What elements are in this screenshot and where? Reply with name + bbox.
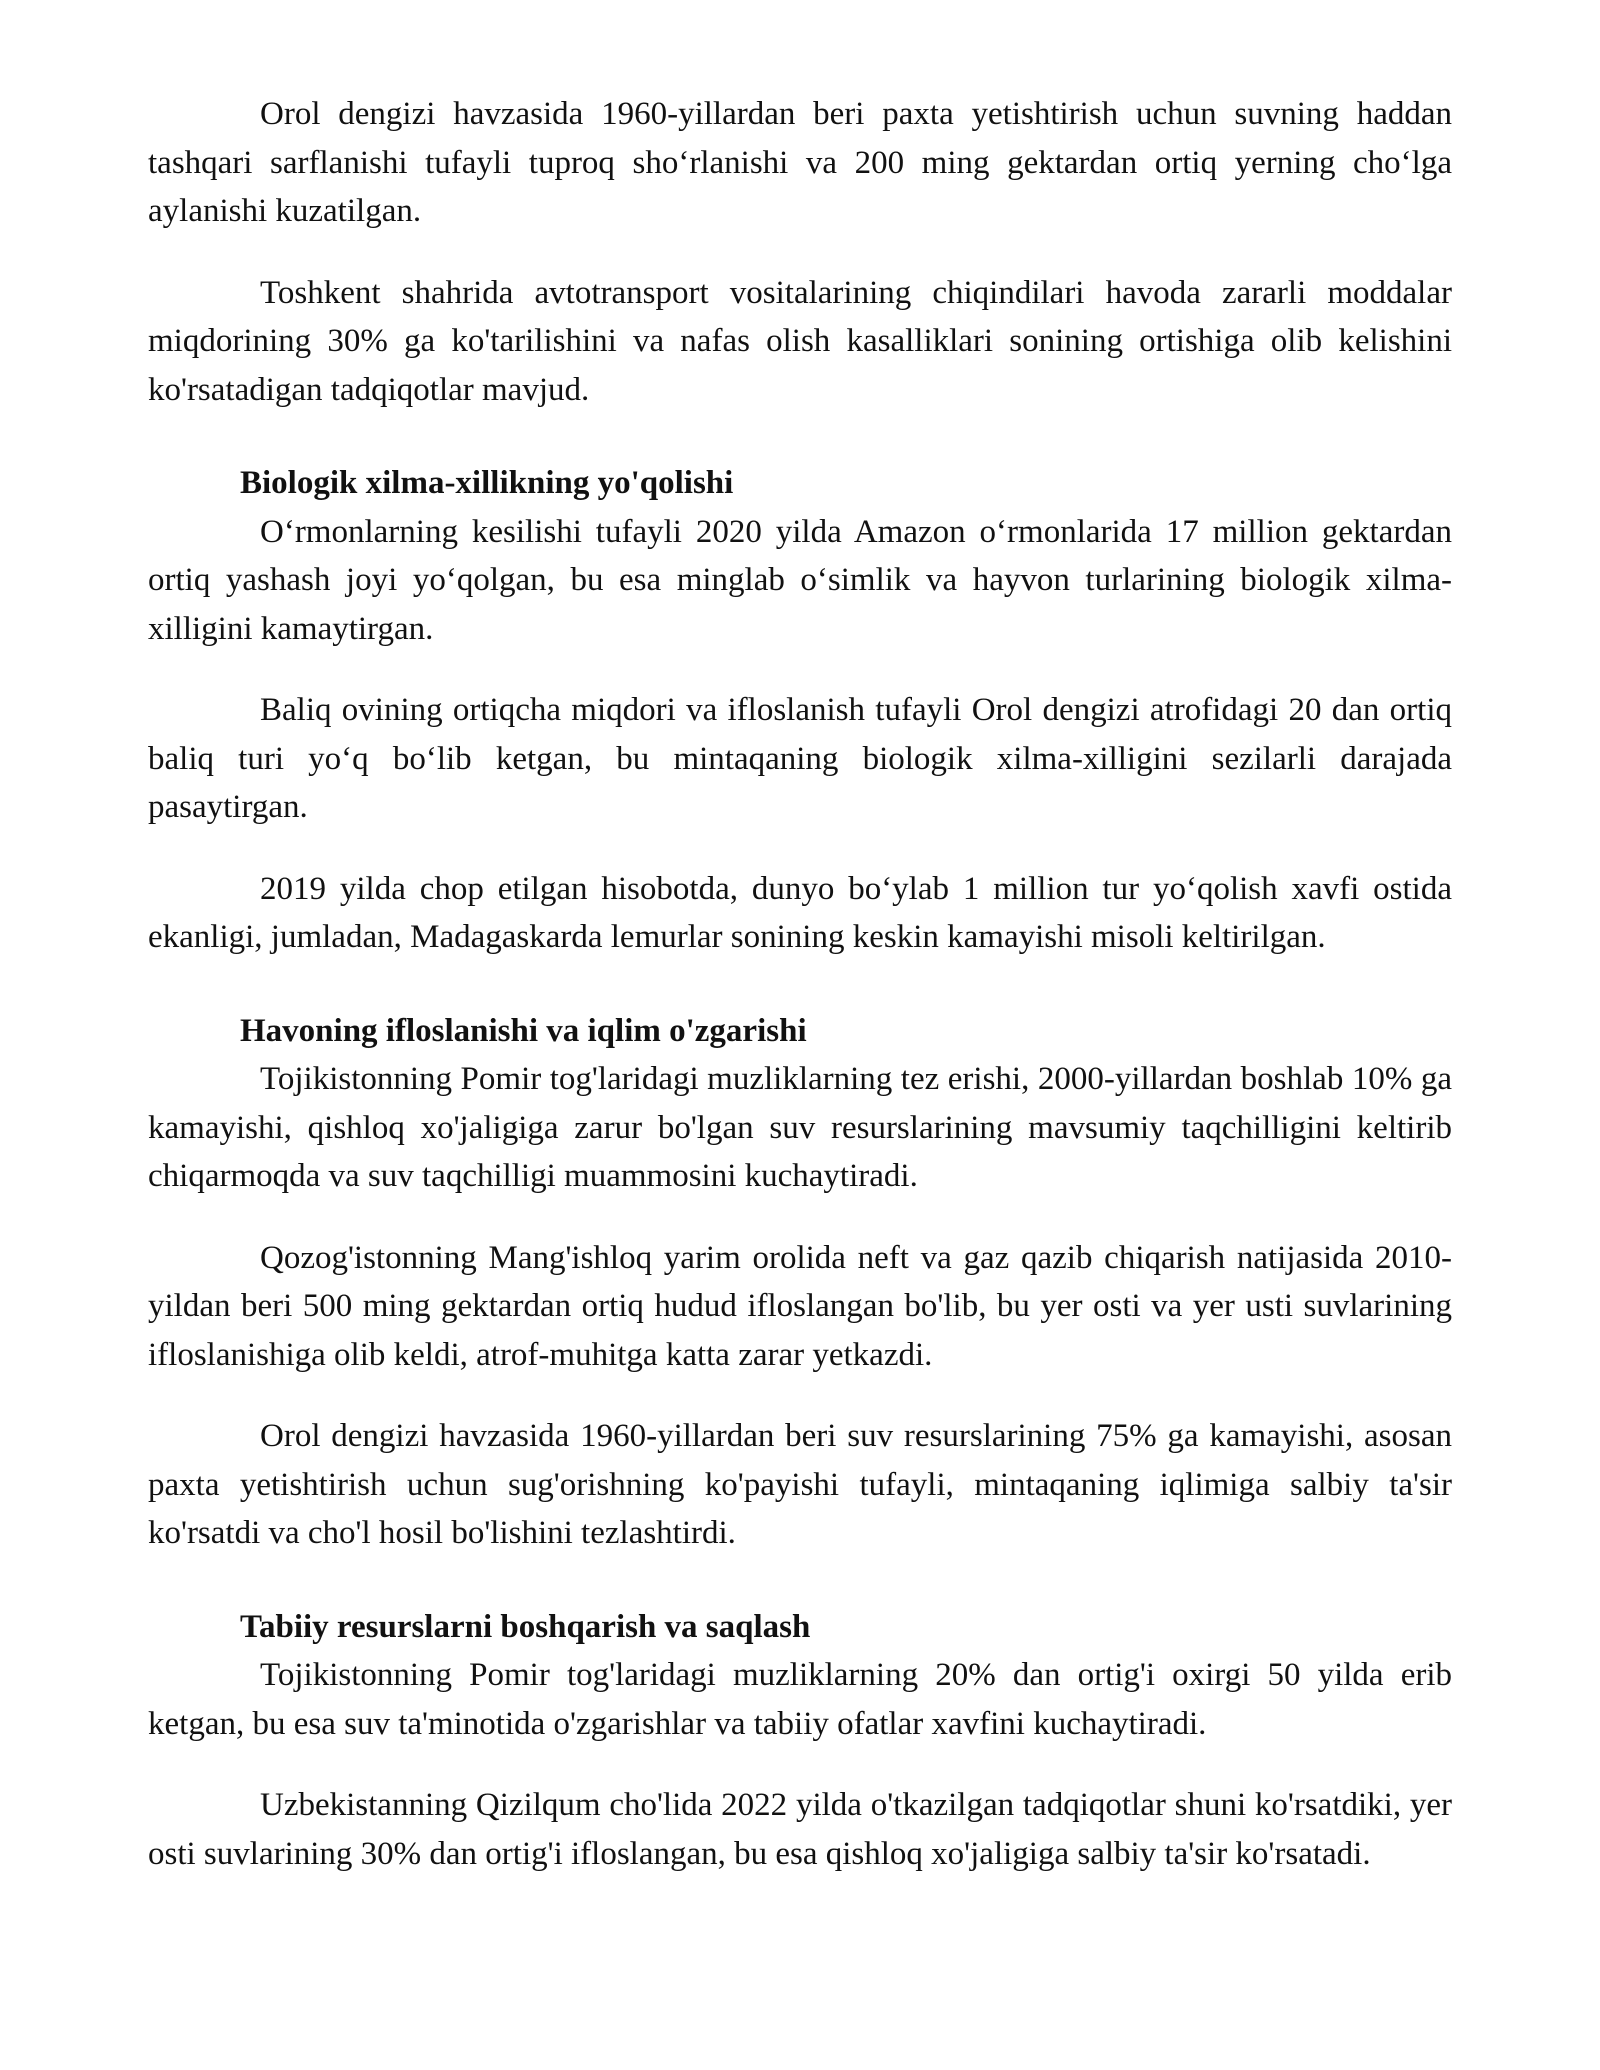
paragraph-aral-soil: Orol dengizi havzasida 1960-yillardan beri paxta yetishtirish uchun suvning haddan tashqari sarflanishi tufayli tuproq sho‘rlanishi va 200 ming gektardan ortiq yerning cho‘lga aylanishi kuzatilgan.	[148, 96, 1452, 229]
heading-biodiversity-loss: Biologik xilma-xillikning yo'qolishi	[240, 465, 734, 501]
paragraph-amazon-forests: O‘rmonlarning kesilishi tufayli 2020 yilda Amazon o‘rmonlarida 17 million gektardan ortiq yashash joyi yo‘qolgan, bu esa minglab o‘simlik va hayvon turlarining biologik xilma-xilligini kamaytirgan.	[148, 513, 1452, 647]
heading-resource-management: Tabiiy resurslarni boshqarish va saqlash	[240, 1608, 811, 1645]
paragraph-aral-water: Orol dengizi havzasida 1960-yillardan beri suv resurslarining 75% ga kamayishi, asosan paxta yetishtirish uchun sug'orishning ko'payishi tufayli, mintaqaning iqlimiga salbiy ta'sir ko'rsatdi va cho'l hosil bo'lishini tezlashtirdi.	[148, 1418, 1452, 1551]
document-page	[148, 90, 1452, 1878]
paragraph-kyzylkum-groundwater: Uzbekistanning Qizilqum cho'lida 2022 yilda o'tkazilgan tadqiqotlar shuni ko'rsatdiki, yer osti suvlarining 30% dan ortig'i ifloslangan, bu esa qishloq xo'jaligiga salbiy ta'sir ko'rsatadi.	[148, 1787, 1452, 1872]
paragraph-aral-fish: Baliq ovining ortiqcha miqdori va ifloslanish tufayli Orol dengizi atrofidagi 20 dan ortiq baliq turi yo‘q bo‘lib ketgan, bu mintaqaning biologik xilma-xilligini sezilarli darajada pasaytirgan.	[148, 692, 1452, 825]
paragraph-pamir-melt: Tojikistonning Pomir tog'laridagi muzliklarning 20% dan ortig'i oxirgi 50 yilda erib ketgan, bu esa suv ta'minotida o'zgarishlar va tabiiy ofatlar xavfini kuchaytiradi.	[148, 1657, 1452, 1742]
paragraph-tashkent-air: Toshkent shahrida avtotransport vositalarining chiqindilari havoda zararli moddalar miqdorining 30% ga ko'tarilishini va nafas olish kasalliklari sonining ortishiga olib kelishini ko'rsatadigan tadqiqotlar mavjud.	[148, 274, 1452, 408]
paragraph-pamir-glaciers: Tojikistonning Pomir tog'laridagi muzliklarning tez erishi, 2000-yillardan boshlab 10% ga kamayishi, qishloq xo'jaligiga zarur bo'lgan suv resurslarining mavsumiy taqchilligini keltirib chiqarmoqda va suv taqchilligi muammosini kuchaytiradi.	[148, 1061, 1452, 1194]
paragraph-mangyshlak-oil: Qozog'istonning Mang'ishloq yarim orolida neft va gaz qazib chiqarish natijasida 2010-yildan beri 500 ming gektardan ortiq hudud ifloslangan bo'lib, bu yer osti va yer usti suvlarining ifloslanishiga olib keldi, atrof-muhitga katta zarar yetkazdi.	[148, 1239, 1452, 1373]
heading-air-climate: Havoning ifloslanishi va iqlim o'zgarishi	[240, 1012, 807, 1049]
paragraph-species-report: 2019 yilda chop etilgan hisobotda, dunyo bo‘ylab 1 million tur yo‘qolish xavfi ostida ekanligi, jumladan, Madagaskarda lemurlar sonining keskin kamayishi misoli keltirilgan.	[148, 870, 1452, 955]
